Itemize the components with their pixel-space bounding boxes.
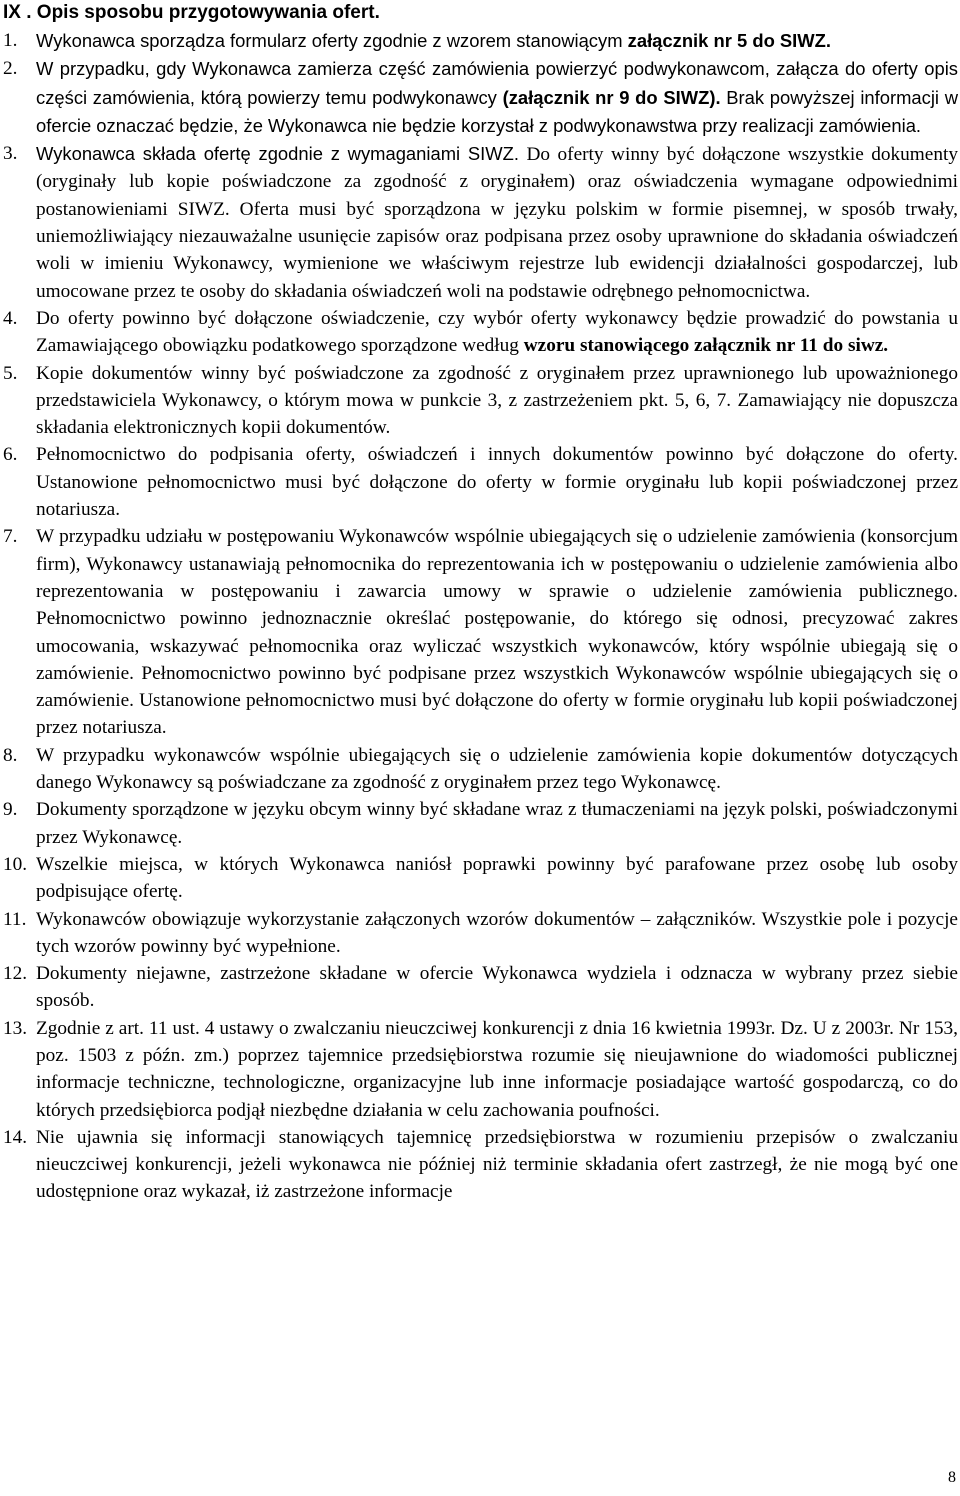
list-item — [0, 441, 958, 523]
text-run: W przypadku, gdy Wykonawca zamierza część zamówienia powierzyć podwykonawcom, załącza do oferty opis części zamówienia, którą powierzy temu podwykonawcy — [36, 58, 958, 108]
item-number: 9. — [3, 799, 18, 821]
item-number: 6. — [3, 444, 18, 466]
text-run: Wykonawca składa ofertę zgodnie z wymaganiami SIWZ. — [36, 143, 519, 165]
list-item — [0, 1015, 958, 1124]
text-run: Do oferty winny być dołączone wszystkie dokumenty (oryginały lub kopie poświadczone za zgodność z oryginałem) oraz oświadczenia wymagane odpowiednimi postanowieniami SIWZ. Oferta musi być sporządzona w języku polskim w formie pisemnej, w sposób trwały, uniemożliwiający niezauważalne usunięcie zapisów oraz podpisana przez osoby uprawnione do składania oświadczeń woli w imieniu Wykonawcy, wymienione we właściwym rejestrze lub ewidencji działalności gospodarczej, lub umocowane przez te osoby do składania oświadczeń woli na podstawie odrębnego pełnomocnictwa. — [36, 144, 958, 302]
item-number: 14. — [3, 1126, 28, 1148]
text-run: Wszelkie miejsca, w których Wykonawca naniósł poprawki powinny być parafowane przez osobę lub osoby podpisujące ofertę. — [36, 853, 958, 903]
text-run: Pełnomocnictwo do podpisania oferty, oświadczeń i innych dokumentów powinno być dołączone do oferty. Ustanowione pełnomocnictwo musi być dołączone do oferty w formie oryginału lub kopii poświadczonej przez notariusza. — [36, 444, 958, 521]
item-number: 12. — [3, 963, 28, 985]
text-run: Nie ujawnia się informacji stanowiących tajemnicę przedsiębiorstwa w rozumieniu przepisów o zwalczaniu nieuczciwej konkurencji, jeżeli wykonawca nie później niż terminie składania ofert zastrzegł, że nie mogą być one udostępnione oraz wykazał, iż zastrzeżone informacje — [36, 1126, 958, 1203]
item-number: 4. — [3, 307, 18, 329]
text-run: Brak powyższej informacji w ofercie oznaczać będzie, że Wykonawca nie będzie korzystał z podwykonawstwa przy realizacji zamówienia. — [36, 86, 958, 136]
list-item — [0, 796, 958, 851]
list-item — [0, 1124, 958, 1206]
item-number: 11. — [3, 908, 27, 930]
item-number: 7. — [3, 526, 18, 548]
list-item — [0, 742, 958, 797]
text-run: Kopie dokumentów winny być poświadczone za zgodność z oryginałem przez uprawnionego lub upoważnionego przedstawiciela Wykonawcy, o którym mowa w punkcie 3, z zastrzeżeniem pkt. 5, 6, 7. Zamawiający nie dopuszcza składania elektronicznych kopii dokumentów. — [36, 362, 958, 439]
text-run: Dokumenty niejawne, zastrzeżone składane w ofercie Wykonawca wydziela i odznacza w wybrany przez siebie sposób. — [36, 963, 958, 1012]
text-run: Zgodnie z art. 11 ust. 4 ustawy o zwalczaniu nieuczciwej konkurencji z dnia 16 kwietnia 1993r. Dz. U z 2003r. Nr 153, poz. 1503 z późn. zm.) poprzez tajemnice przedsiębiorstwa rozumie się nieujawnione do wiadomości publicznej informacje techniczne, technologiczne, organizacyjne lub inne informacje posiadające wartość gospodarczą, co do których przedsiębiorca podjął niezbędne działania w celu zachowania poufności. — [36, 1017, 958, 1121]
numbered-list — [0, 27, 960, 1206]
list-item — [0, 27, 958, 55]
item-number: 5. — [3, 362, 18, 384]
list-item — [0, 55, 958, 140]
list-item — [0, 523, 958, 741]
item-number: 3. — [3, 143, 18, 165]
list-item — [0, 906, 958, 961]
text-run: W przypadku udziału w postępowaniu Wykonawców wspólnie ubiegających się o udzielenie zamówienia (konsorcjum firm), Wykonawcy ustanawiają pełnomocnika do reprezentowania ich w postępowaniu o udzielenie zamówienia albo reprezentowania w postępowaniu i zawarcia umowy w sprawie o udzielenie zamówienia publicznego. Pełnomocnictwo powinno jednoznacznie określać postępowanie, do którego się odnosi, precyzować zakres umocowania, wskazywać pełnomocnika oraz wyliczać wszystkich wykonawców, który wspólnie ubiegają się o zamówienie. Pełnomocnictwo powinno być podpisane przez wszystkich Wykonawców wspólnie ubiegających się o zamówienie. Ustanowione pełnomocnictwo musi być dołączone do oferty w formie oryginału lub kopii poświadczonej przez notariusza. — [36, 526, 958, 739]
text-run: Wykonawców obowiązuje wykorzystanie załączonych wzorów dokumentów – załączników. Wszystkie pole i pozycje tych wzorów powinny być wypełnione. — [36, 908, 958, 957]
text-run-bold: załącznik nr 5 do SIWZ. — [627, 30, 831, 51]
list-item — [0, 960, 958, 1015]
text-run: Dokumenty sporządzone w języku obcym winny być składane wraz z tłumaczeniami na język polski, poświadczonymi przez Wykonawcę. — [36, 799, 958, 848]
item-number: 10. — [3, 853, 28, 875]
item-number: 2. — [3, 58, 18, 80]
text-run-bold: wzoru stanowiącego załącznik nr 11 do siwz. — [523, 335, 889, 357]
page-number: 8 — [948, 1469, 956, 1486]
item-number: 1. — [3, 30, 18, 51]
text-run: Do oferty powinno być dołączone oświadczenie, czy wybór oferty wykonawcy będzie prowadzić do powstania u Zamawiającego obowiązku podatkowego sporządzone według — [36, 307, 958, 357]
item-number: 8. — [3, 744, 18, 766]
text-run: Wykonawca sporządza formularz oferty zgodnie z wzorem stanowiącym — [36, 30, 628, 51]
list-item — [0, 140, 958, 305]
list-item — [0, 851, 958, 906]
list-item — [0, 360, 958, 442]
list-item — [0, 305, 958, 360]
text-run-bold: (załącznik nr 9 do SIWZ). — [502, 86, 721, 108]
text-run: W przypadku wykonawców wspólnie ubiegających się o udzielenie zamówienia kopie dokumentów dotyczących danego Wykonawcy są poświadczane za zgodność z oryginałem przez tego Wykonawcę. — [36, 744, 958, 794]
section-heading: IX . Opis sposobu przygotowywania ofert. — [3, 2, 380, 23]
item-number: 13. — [3, 1017, 28, 1039]
